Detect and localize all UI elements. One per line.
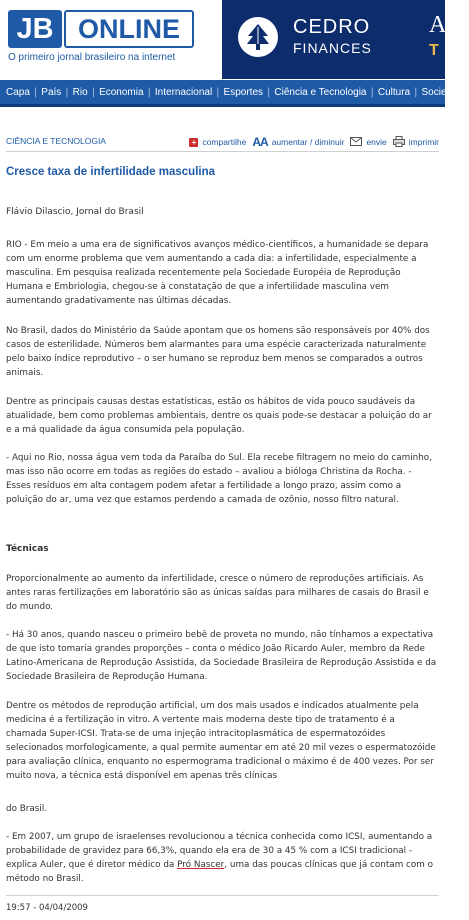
nav-item-sociedade[interactable]: Sociedade — [421, 87, 469, 98]
article-paragraph: RIO - Em meio a uma era de significativos avanços médico-científicos, a humanidade se depara com um enorme problema que vem aumentando a cada dia: a infertilidade, especialmente a masculina. Em pesquisa realizada recentemente pela Sociedade Européia de Reprodução Humana e Embriologia, chegou-se à constatação de que a infertilidade masculina vem aumentando gradativamente nas últimas décadas. — [6, 240, 429, 306]
ad-banner[interactable] — [222, 0, 445, 79]
nav-separator: | — [33, 87, 38, 98]
site-logo[interactable] — [8, 10, 194, 52]
font-size-label: aumentar / diminuir — [271, 137, 345, 147]
nav-separator: | — [414, 87, 418, 98]
article-paragraph: Dentre os métodos de reprodução artificial, um dos mais usados e indicados atualmente pela medicina é a fertilização in vitro. A vertente mais moderna deste tipo de tratamento é a chamada Super-ICSI. Trata-se de uma injeção intracitoplasmática de espermatozóides selecionados morfologicamente, a qual permite aumentar em até 20 mil vezes o espermatozóide para avaliação clínica, enquanto no espermograma tradicional o máximo é de 400 vezes. Por ser muito nova, a técnica está disponível em apenas três clínicas — [6, 701, 436, 781]
share-button[interactable] — [189, 137, 246, 147]
email-button[interactable] — [350, 137, 386, 148]
article-tools — [183, 134, 439, 150]
nav-separator: | — [91, 87, 96, 98]
nav-separator: | — [65, 87, 69, 98]
paragraph-text: - Em 2007, um grupo de israelenses revolucionou a técnica conhecida como ICSI, aumentando a probabilidade de gravidez para 66,3%, quando ela era de 30 a 45 % com a ICSI tradicional - explica Auler, que é diretor médico da — [6, 832, 433, 870]
article-paragraph: do Brasil. — [6, 804, 48, 814]
email-label: envie — [366, 137, 387, 147]
envelope-icon — [350, 137, 362, 148]
logo-online: ONLINE — [64, 10, 194, 48]
site-header — [0, 0, 445, 79]
logo-jb: JB — [8, 10, 62, 48]
nav-item-internacional[interactable]: Internacional — [154, 87, 213, 98]
font-size-button[interactable] — [252, 135, 344, 149]
ad-edge-letter-bottom: T — [429, 42, 439, 59]
cedar-tree-icon — [238, 17, 278, 57]
paragraph-text: , uma das poucas clínicas que já contam com o método no Brasil. — [6, 860, 434, 884]
share-label: compartilhe — [202, 137, 247, 147]
article-paragraph: Dentre as principais causas destas estatísticas, estão os hábitos de vida pouco saudáveis da atualidade, bem como problemas ambientais, dentre os quais pode-se destacar a poluição do ar e a má qualidade da água consumida pela população. — [6, 397, 432, 435]
nav-item-cultura[interactable]: Cultura — [377, 87, 411, 98]
article-paragraph: No Brasil, dados do Ministério da Saúde apontam que os homens são responsáveis por 40% dos casos de esterilidade. Números bem alarmantes para uma espécie caracterizada naturalmente pelo baixo índice reprodutivo – o ser humano se reproduz bem menos se comparados a outros animais. — [6, 326, 430, 378]
nav-item-pais[interactable]: País — [41, 87, 62, 98]
ad-edge-letter-top: A — [429, 12, 447, 38]
pro-nascer-link[interactable]: Pró Nascer — [177, 860, 225, 870]
section-label[interactable]: CIÊNCIA E TECNOLOGIA — [6, 136, 106, 146]
article-title: Cresce taxa de infertilidade masculina — [6, 166, 216, 178]
article-byline: Flávio Dilascio, Jornal do Brasil — [6, 207, 144, 217]
nav-separator: | — [267, 87, 271, 98]
nav-item-capa[interactable]: Capa — [6, 87, 30, 98]
printer-icon — [393, 136, 405, 149]
nav-item-ciencia-tecnologia[interactable]: Ciência e Tecnologia — [274, 87, 367, 98]
article-paragraph: Proporcionalmente ao aumento da infertilidade, cresce o número de reproduções artificiais. As antes raras fertilizações em laboratório são as únicas saídas para milhares de casais do Brasil e do mundo. — [6, 574, 429, 612]
print-button[interactable] — [393, 136, 439, 149]
section-subheading: Técnicas — [6, 544, 49, 554]
article-paragraph — [6, 830, 438, 886]
nav-separator: | — [147, 87, 151, 98]
article-timestamp: 19:57 - 04/04/2009 — [6, 903, 88, 913]
nav-separator: | — [370, 87, 374, 98]
ad-subtitle: FINANCES — [293, 40, 372, 56]
nav-item-rio[interactable]: Rio — [72, 87, 88, 98]
nav-separator: | — [216, 87, 220, 98]
article-paragraph: - Há 30 anos, quando nasceu o primeiro bebê de proveta no mundo, não tínhamos a expectativa de que isto tomaria grandes proporções – conta o médico João Ricardo Auler, membro da Rede Latino-Americana de Reprodução Assistida, da Sociedade Brasileira de Reprodução Assistida e da Sociedade Brasileira de Reprodução Humana. — [6, 630, 437, 682]
print-label: imprimir — [408, 137, 439, 147]
main-nav — [0, 80, 469, 107]
nav-item-economia[interactable]: Economia — [99, 87, 144, 98]
site-tagline: O primeiro jornal brasileiro na internet — [8, 52, 176, 63]
article-paragraph: - Aqui no Rio, nossa água vem toda da Paraíba do Sul. Ela recebe filtragem no meio do caminho, mas isso não ocorre em todas as regiões do estado – avaliou a bióloga Christina da Rocha. - Esses resíduos em alta contagem podem afetar a fertilidade a longo prazo, assim como a poluição do ar, uma vez que estamos perdendo a camada de ozônio, nosso filtro natural. — [6, 453, 432, 505]
article-divider — [6, 895, 439, 896]
font-size-icon: AA — [252, 135, 268, 149]
section-toolbar — [6, 134, 439, 152]
nav-item-esportes[interactable]: Esportes — [223, 87, 264, 98]
ad-title: CEDRO — [293, 16, 371, 38]
plus-icon: + — [189, 138, 198, 147]
